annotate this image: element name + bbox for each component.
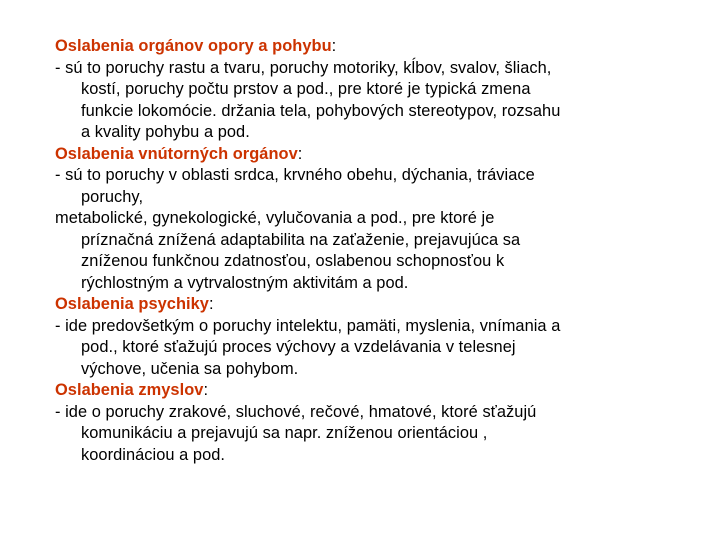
text-line: koordináciou a pod. xyxy=(81,445,226,464)
text-line: a kvality pohybu a pod. xyxy=(81,123,250,141)
section-heading-line xyxy=(55,36,705,58)
heading-colon: : xyxy=(331,37,337,55)
section-senses xyxy=(55,380,705,466)
heading-colon: : xyxy=(208,295,214,313)
text-line: funkcie lokomócie. držania tela, pohybových stereotypov, rozsahu xyxy=(81,101,561,120)
section-heading: Oslabenia vnútorných orgánov xyxy=(55,144,298,163)
section-heading-line xyxy=(55,380,705,402)
text-line: príznačná znížená adaptabilita na zaťaženie, prejavujúca sa xyxy=(81,230,521,249)
text-line: - ide predovšetkým o poruchy intelektu, pamäti, myslenia, vnímania a xyxy=(55,316,561,335)
text-line: - sú to poruchy rastu a tvaru, poruchy motoriky, kĺbov, svalov, šliach, xyxy=(55,58,552,77)
heading-colon: : xyxy=(203,381,209,399)
section-locomotor xyxy=(55,36,705,144)
text-line: - ide o poruchy zrakové, sluchové, rečové, hmatové, ktoré sťažujú xyxy=(55,402,537,421)
section-heading-line xyxy=(55,294,705,316)
text-line: komunikáciu a prejavujú sa napr. zníženou orientáciou , xyxy=(81,424,488,442)
text-line: metabolické, gynekologické, vylučovania a pod., pre ktoré je xyxy=(55,209,495,227)
text-line: rýchlostným a vytrvalostným aktivitám a pod. xyxy=(81,273,409,292)
text-line: - sú to poruchy v oblasti srdca, krvného obehu, dýchania, tráviace xyxy=(55,166,535,184)
section-psyche xyxy=(55,294,705,380)
document-body xyxy=(55,36,705,466)
section-heading: Oslabenia psychiky xyxy=(55,295,209,313)
text-line: kostí, poruchy počtu prstov a pod., pre ktoré je typická zmena xyxy=(81,80,531,98)
section-heading: Oslabenia orgánov opory a pohybu xyxy=(55,37,332,55)
section-internal-organs xyxy=(55,144,705,295)
heading-colon: : xyxy=(297,144,303,163)
text-line: výchove, učenia sa pohybom. xyxy=(81,359,299,378)
text-line: zníženou funkčnou zdatnosťou, oslabenou schopnosťou k xyxy=(81,252,505,270)
section-heading: Oslabenia zmyslov xyxy=(55,381,204,399)
section-heading-line xyxy=(55,144,705,166)
text-line: pod., ktoré sťažujú proces výchovy a vzdelávania v telesnej xyxy=(81,338,516,356)
text-line: poruchy, xyxy=(81,187,144,206)
